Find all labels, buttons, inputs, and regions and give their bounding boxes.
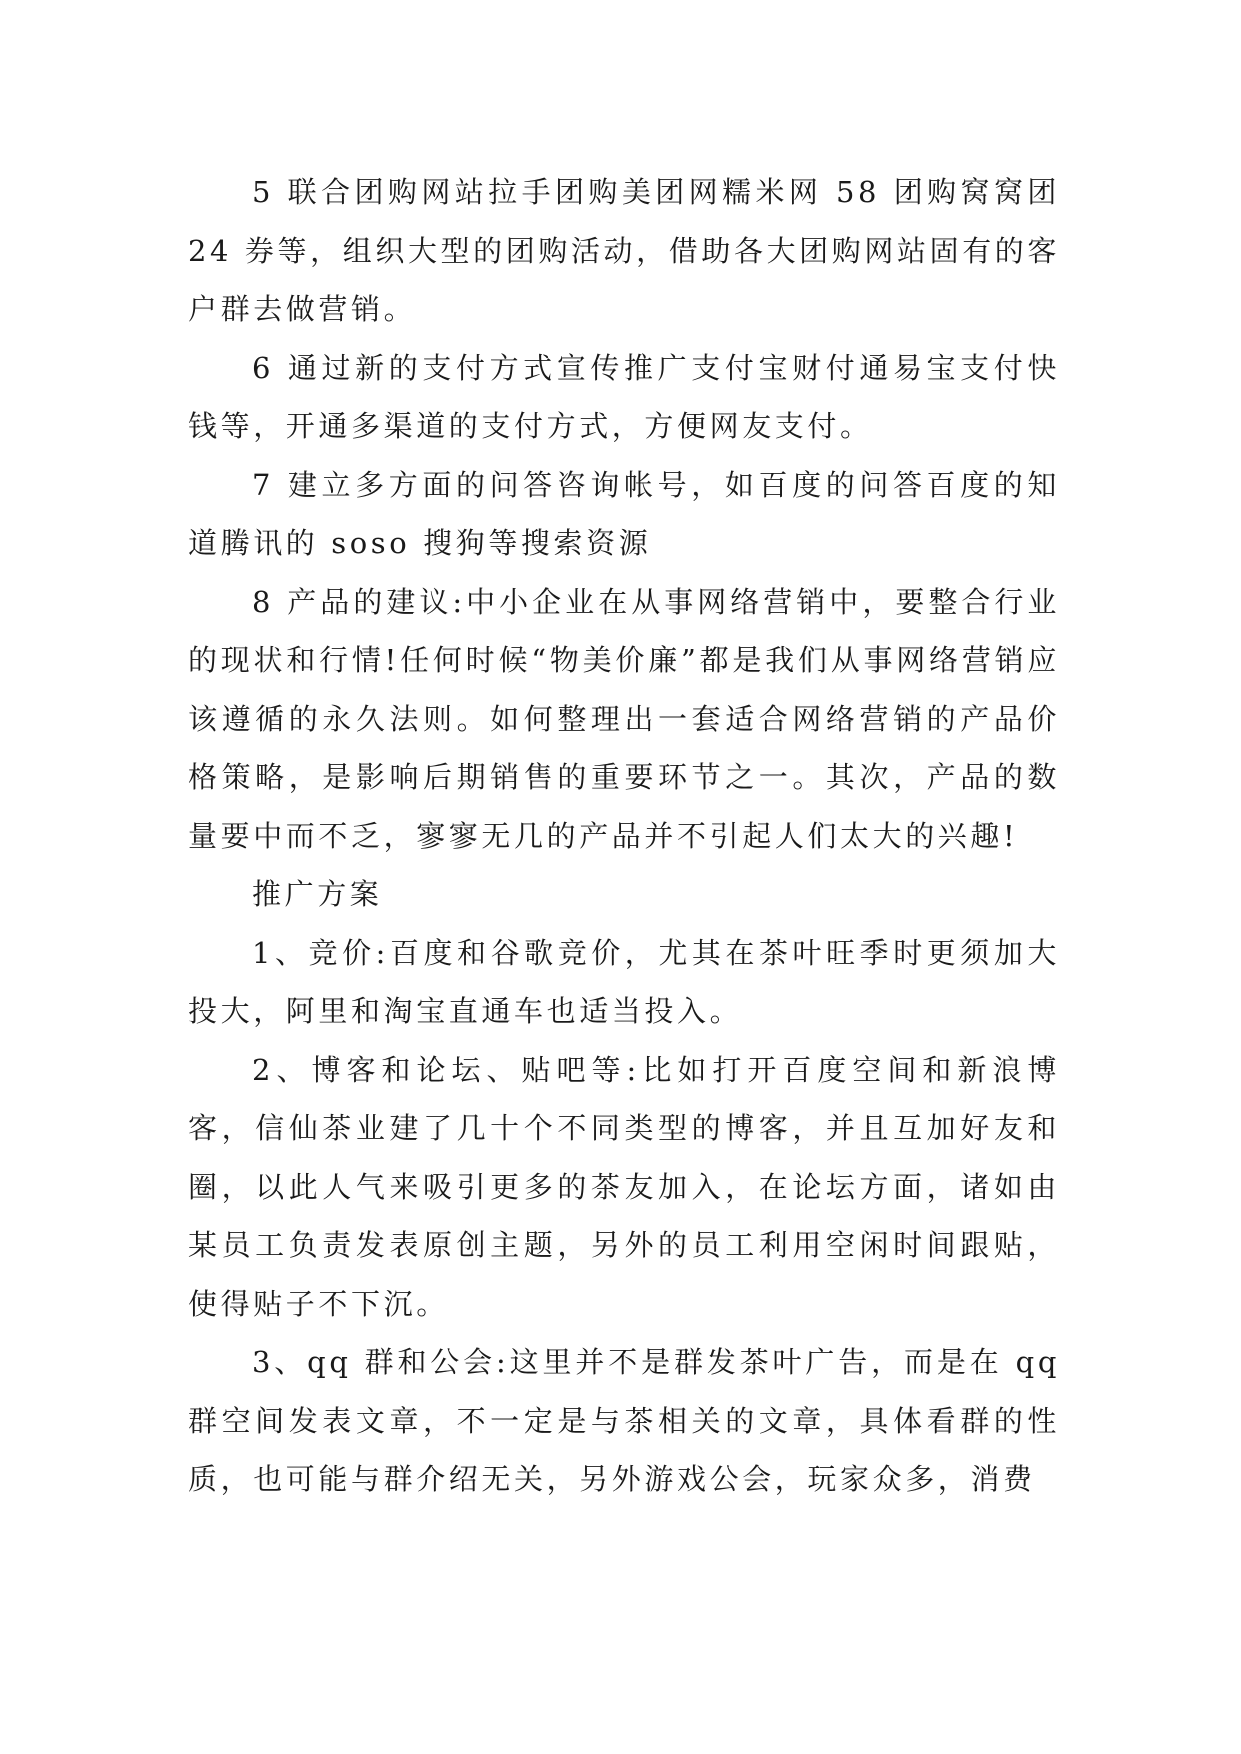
paragraph-blogs-forums: 2、博客和论坛、贴吧等:比如打开百度空间和新浪博客，信仙茶业建了几十个不同类型的博客，并且互加好友和圈，以此人气来吸引更多的茶友加入，在论坛方面，诸如由某员工负责发表原创主题，另外的员工利用空闲时间跟贴，使得贴子不下沉。	[188, 1052, 1060, 1321]
paragraph-qa-accounts: 7 建立多方面的问答咨询帐号，如百度的问答百度的知道腾讯的 soso 搜狗等搜索资源	[188, 467, 1060, 560]
document-body	[188, 163, 1060, 1509]
section-heading-promotion-plan: 推广方案	[252, 877, 383, 911]
paragraph-group-buying: 5 联合团购网站拉手团购美团网糯米网 58 团购窝窝团 24 券等，组织大型的团购活动，借助各大团购网站固有的客户群去做营销。	[188, 175, 1060, 326]
paragraph-bidding: 1、竞价:百度和谷歌竞价，尤其在茶叶旺季时更须加大投大，阿里和淘宝直通车也适当投入。	[188, 935, 1060, 1028]
paragraph-product-advice: 8 产品的建议:中小企业在从事网络营销中，要整合行业的现状和行情!任何时候“物美价廉”都是我们从事网络营销应该遵循的永久法则。如何整理出一套适合网络营销的产品价格策略，是影响后期销售的重要环节之一。其次，产品的数量要中而不乏，寥寥无几的产品并不引起人们太大的兴趣!	[188, 584, 1060, 853]
paragraph-qq-groups: 3、qq 群和公会:这里并不是群发茶叶广告，而是在 qq 群空间发表文章，不一定是与茶相关的文章，具体看群的性质，也可能与群介绍无关，另外游戏公会，玩家众多，消费	[188, 1345, 1060, 1496]
paragraph-payment-methods: 6 通过新的支付方式宣传推广支付宝财付通易宝支付快钱等，开通多渠道的支付方式，方便网友支付。	[188, 350, 1060, 443]
